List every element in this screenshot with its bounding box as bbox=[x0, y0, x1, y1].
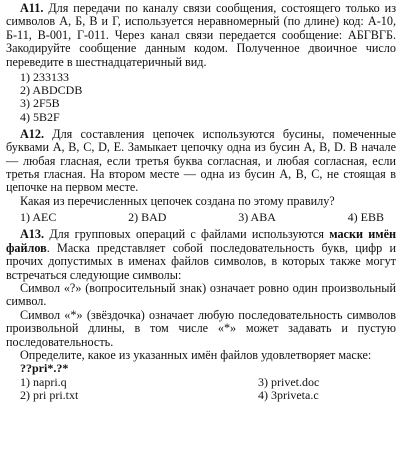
task-a12-question: Какая из перечисленных цепочек создана по этому правилу? bbox=[20, 193, 335, 208]
task-a12-text: Для составления цепочек используются бусины, помеченные буквами A, B, C, D, E. Замыкает цепочку одна из бусин A, B, D. В начале — любая гласная, если третья буква согласная, и любая согласная, если третья гласная. На втором месте — одна из бусин A, B, C, не стоящая в цепочке на первом месте. bbox=[6, 126, 396, 195]
document-page bbox=[6, 2, 396, 403]
task-a11-text: Для передачи по каналу связи сообщения, состоящего только из символов А, Б, В и Г, используется неравномерный (по длине) код: А-10, Б-11, В-001, Г-011. Через канал связи передается сообщение: АБГВГБ. Закодируйте сообщение данным кодом. Полученное двоичное число переведите в шестнадцатеричный вид. bbox=[6, 1, 397, 69]
task-a13-question: Определите, какое из указанных имён файлов удовлетворяет маске: bbox=[20, 347, 372, 362]
task-a12 bbox=[6, 128, 396, 195]
task-a12-options bbox=[6, 210, 396, 224]
option: 4) EBB bbox=[347, 210, 384, 225]
option: 3) ABA bbox=[238, 210, 276, 225]
task-a11-label: А11. bbox=[20, 1, 44, 15]
task-a12-label: А12. bbox=[20, 126, 45, 141]
option: 1) napri.q bbox=[20, 374, 67, 389]
option: 2) BAD bbox=[128, 210, 167, 225]
task-a13-mask: ??pri*.?* bbox=[20, 361, 69, 376]
option: 2) pri pri.txt bbox=[20, 388, 79, 403]
task-a13-options bbox=[6, 376, 396, 403]
task-a13-text-1: Для групповых операций с файлами используются bbox=[49, 227, 324, 242]
task-a13-symbol-star: Символ «*» (звёздочка) означает любую последовательность символов произвольной длины, в том числе «*» может задавать и пустую последовательность. bbox=[6, 307, 396, 349]
task-a13-text-2: . Маска представляет собой последовательность букв, цифр и прочих допустимых в именах файлов символов, в которых также могут встречаться следующие символы: bbox=[6, 240, 396, 282]
option: 4) 3priveta.c bbox=[258, 388, 319, 403]
task-a13-text-bold: маски имён файлов bbox=[6, 227, 397, 255]
option: 4) 5B2F bbox=[20, 109, 60, 124]
option: 3) privet.doc bbox=[258, 374, 320, 389]
option: 3) 2F5B bbox=[20, 96, 60, 111]
task-a11-options bbox=[20, 71, 396, 124]
task-a13-symbol-question: Символ «?» (вопросительный знак) означает ровно один произвольный символ. bbox=[6, 280, 396, 309]
option: 1) AEC bbox=[20, 210, 57, 225]
task-a13 bbox=[6, 228, 396, 282]
task-a13-label: А13. bbox=[20, 227, 45, 242]
option: 2) ABDCDB bbox=[20, 83, 83, 98]
task-a11 bbox=[6, 2, 396, 69]
option: 1) 233133 bbox=[20, 70, 69, 85]
